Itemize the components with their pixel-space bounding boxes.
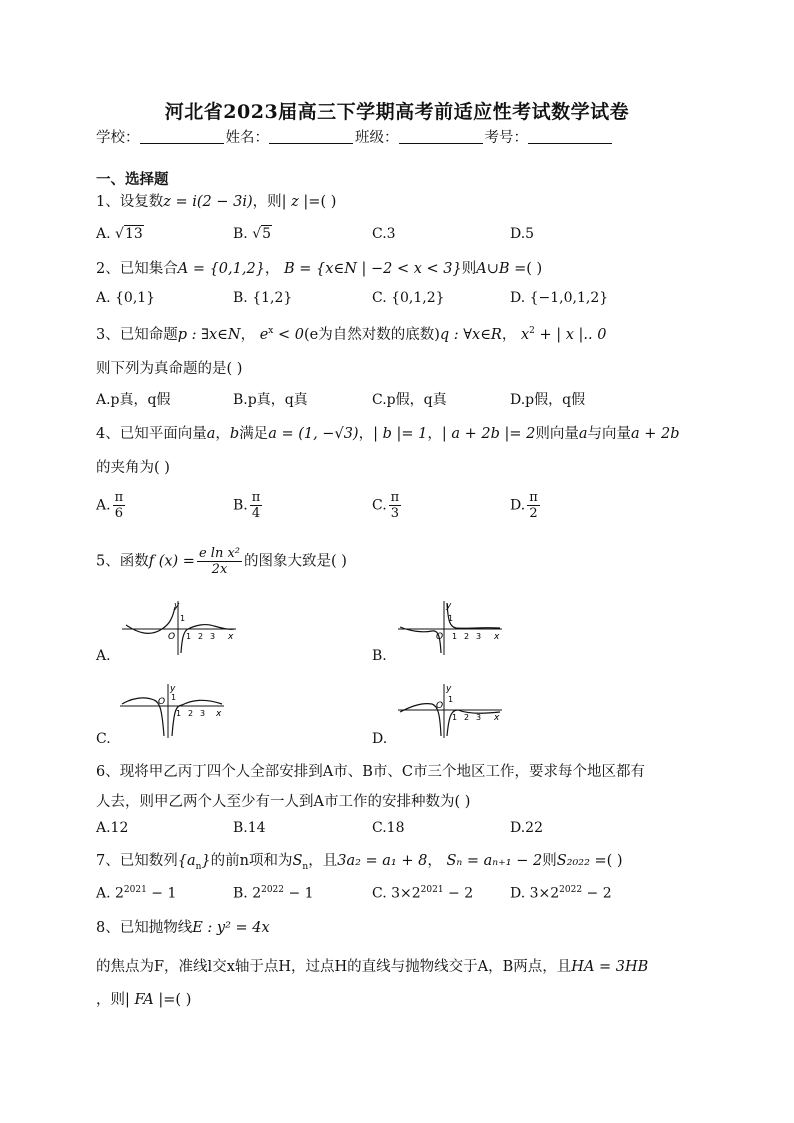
question-4-stem: 4、已知平面向量a，b满足a = (1, −√3)，| b |= 1，| a + 2b |= 2则向量a与向量a + 2b xyxy=(96,426,680,442)
question-2-stem: 2、已知集合A = {0,1,2}， B = {x∈N | −2 < x < 3}则A∪B =( ) xyxy=(96,261,543,277)
q4-option-a[interactable]: A. $\frac{\pi}{6}$ xyxy=(96,490,124,521)
number-label: 考号： xyxy=(484,130,528,146)
graph-b-t2: 2 xyxy=(464,632,470,641)
number-blank[interactable] xyxy=(528,129,612,144)
graph-c-one: 1 xyxy=(171,693,177,702)
q6-option-a[interactable]: A.12 xyxy=(96,820,129,836)
question-6-line2: 人去，则甲乙两个人至少有一人到A市工作的安排种数为( ) xyxy=(96,794,471,810)
graph-a-t3: 3 xyxy=(210,632,216,641)
page-title: 河北省2023届高三下学期高考前适应性考试数学试卷 xyxy=(164,101,630,123)
q4-option-c[interactable]: C. $\frac{\pi}{3}$ xyxy=(372,490,400,521)
question-1-stem: 1、设复数z = i(2 − 3i)，则| z |=( ) xyxy=(96,194,337,210)
school-blank[interactable] xyxy=(140,129,224,144)
graph-d-t2: 2 xyxy=(464,713,470,722)
q5-option-d[interactable]: D. xyxy=(372,731,388,747)
name-label: 姓名： xyxy=(225,130,269,146)
graph-b-y: y xyxy=(446,601,452,611)
q2-option-c[interactable]: C. {0,1,2} xyxy=(372,290,445,306)
graph-b-t3: 3 xyxy=(476,632,482,641)
graph-a-t2: 2 xyxy=(198,632,204,641)
q5-option-c[interactable]: C. xyxy=(96,731,111,747)
q3-option-a[interactable]: A.p真，q假 xyxy=(96,392,171,408)
graph-b-o: O xyxy=(436,632,444,642)
question-8-line3: ，则| FA |=( ) xyxy=(96,992,192,1008)
q2-option-a[interactable]: A. {0,1} xyxy=(96,290,156,306)
graph-b-t1: 1 xyxy=(452,632,458,641)
class-label: 班级： xyxy=(355,130,399,146)
graph-c-t3: 3 xyxy=(200,709,206,718)
q3-option-c[interactable]: C.p假，q真 xyxy=(372,392,447,408)
q7-option-b[interactable]: B. $2^{2022} - 1$ xyxy=(233,885,314,902)
graph-c-t2: 2 xyxy=(188,709,194,718)
q2-option-b[interactable]: B. {1,2} xyxy=(233,290,293,306)
graph-a-x: x xyxy=(228,632,234,642)
class-blank[interactable] xyxy=(399,129,483,144)
q2-option-d[interactable]: D. {−1,0,1,2} xyxy=(510,290,609,306)
question-8-stem: 8、已知抛物线E : y² = 4x xyxy=(96,920,270,936)
graph-d-one: 1 xyxy=(448,695,454,704)
graph-d-t3: 3 xyxy=(476,713,482,722)
question-6-line1: 6、现将甲乙丙丁四个人全部安排到A市、B市、C市三个地区工作，要求每个地区都有 xyxy=(96,764,645,780)
q5-graph-a[interactable] xyxy=(118,597,240,657)
question-3-stem: 3、已知命题p : ∃x∈N， $e^x < 0(e$为自然对数的底数)q : ∀x∈R， $x^2$ + | x |.. 0 xyxy=(96,326,607,343)
q1-option-b[interactable]: B. √5 xyxy=(233,226,272,242)
school-label: 学校： xyxy=(96,130,140,146)
q4-option-b[interactable]: B. $\frac{\pi}{4}$ xyxy=(233,490,261,521)
graph-d-x: x xyxy=(494,713,500,723)
q3-option-d[interactable]: D.p假，q假 xyxy=(510,392,586,408)
name-blank[interactable] xyxy=(269,129,353,144)
q5-option-a[interactable]: A. xyxy=(96,648,111,664)
question-7-stem: 7、已知数列$\{a_n\}$的前n项和为$S_n$，且3a₂ = a₁ + 8， Sₙ = aₙ₊₁ − 2则S₂₀₂₂ =( ) xyxy=(96,853,623,872)
q4-option-d[interactable]: D. $\frac{\pi}{2}$ xyxy=(510,490,538,521)
question-4-line2: 的夹角为( ) xyxy=(96,460,170,476)
q5-graph-b[interactable] xyxy=(394,597,506,657)
q5-graph-c[interactable] xyxy=(116,680,228,740)
graph-c-y: y xyxy=(170,684,176,694)
question-8-line2: 的焦点为F，准线l交x轴于点H，过点H的直线与抛物线交于A，B两点，且HA = 3HB xyxy=(96,959,649,975)
graph-b-one: 1 xyxy=(448,614,454,623)
q5-graph-d[interactable] xyxy=(394,680,506,740)
q7-option-a[interactable]: A. $2^{2021} - 1$ xyxy=(96,885,177,902)
graph-c-x: x xyxy=(216,709,222,719)
section-heading: 一、选择题 xyxy=(96,171,169,188)
graph-c-o: O xyxy=(158,697,166,707)
graph-a-y: y xyxy=(174,601,180,611)
student-info-line xyxy=(96,126,614,147)
question-5-stem: 5、函数f (x) = $\frac{\text{e ln x²}}{2x}$ 的图象大致是( ) xyxy=(96,546,347,577)
graph-d-t1: 1 xyxy=(452,713,458,722)
graph-c-t1: 1 xyxy=(176,709,182,718)
graph-a-o: O xyxy=(168,632,176,642)
q6-option-b[interactable]: B.14 xyxy=(233,820,266,836)
question-3-line2: 则下列为真命题的是( ) xyxy=(96,361,243,377)
graph-b-x: x xyxy=(494,632,500,642)
q3-option-b[interactable]: B.p真，q真 xyxy=(233,392,308,408)
graph-d-o: O xyxy=(436,701,444,711)
graph-a-one: 1 xyxy=(180,614,186,623)
q5-option-b[interactable]: B. xyxy=(372,648,387,664)
q1-option-d[interactable]: D.5 xyxy=(510,226,535,242)
graph-a-t1: 1 xyxy=(186,632,192,641)
q6-option-c[interactable]: C.18 xyxy=(372,820,405,836)
q6-option-d[interactable]: D.22 xyxy=(510,820,543,836)
q1-option-c[interactable]: C.3 xyxy=(372,226,396,242)
q1-option-a[interactable]: A. √13 xyxy=(96,226,143,242)
q7-option-c[interactable]: C. $3\times 2^{2021} - 2$ xyxy=(372,885,474,902)
q7-option-d[interactable]: D. $3\times 2^{2022} - 2$ xyxy=(510,885,612,902)
graph-d-y: y xyxy=(446,684,452,694)
